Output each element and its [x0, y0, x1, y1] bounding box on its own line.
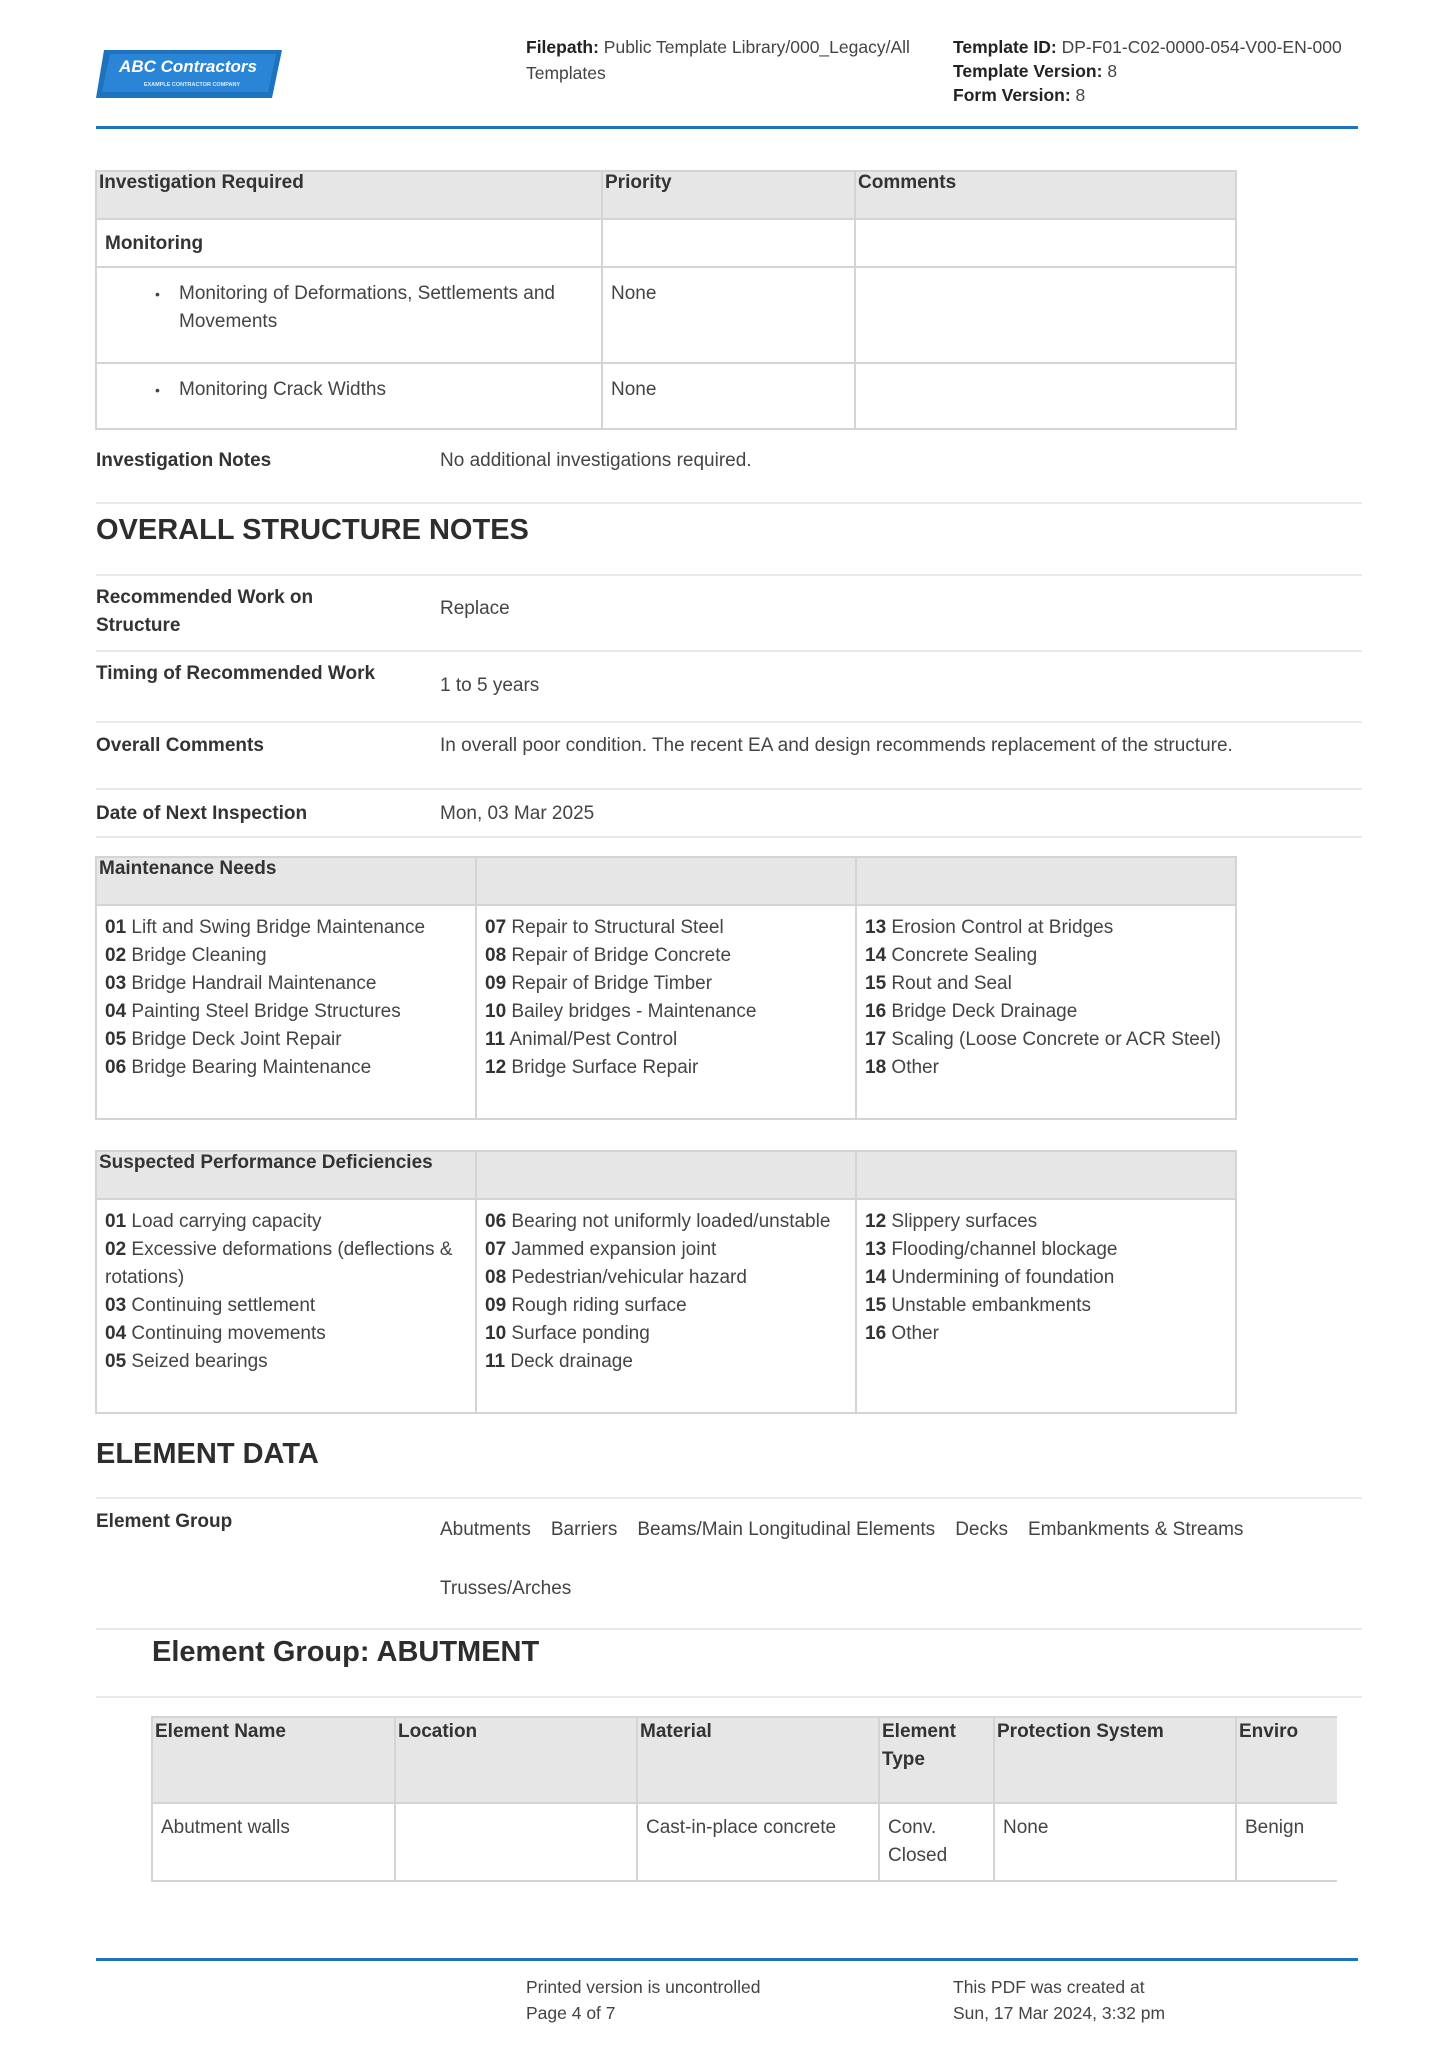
element-table — [151, 1716, 1337, 1882]
table-row — [96, 363, 1236, 429]
element-group-beams[interactable]: Beams/Main Longitudinal Elements — [637, 1519, 936, 1540]
form-version-value: 8 — [1075, 85, 1086, 105]
list-item: 10 Bailey bridges - Maintenance — [485, 1001, 757, 1022]
inv-group-priority — [602, 219, 855, 267]
overall-comments-label: Overall Comments — [96, 735, 264, 756]
element-group-abutment-title: Element Group: ABUTMENT — [152, 1636, 540, 1668]
inv-group-monitoring: Monitoring — [96, 219, 602, 267]
list-item: 12 Slippery surfaces — [865, 1211, 1038, 1232]
header-divider — [96, 126, 1358, 129]
list-item: 11 Animal/Pest Control — [485, 1029, 678, 1050]
list-item: 18 Other — [865, 1057, 939, 1078]
filepath-block — [526, 34, 946, 86]
footer-divider — [96, 1958, 1358, 1961]
el-header-protection: Protection System — [994, 1717, 1236, 1803]
inv-item-cell — [96, 267, 602, 363]
investigation-notes-value: No additional investigations required. — [440, 450, 752, 471]
maintenance-needs-table — [95, 856, 1237, 1120]
template-version-label: Template Version: — [953, 61, 1103, 81]
inv-group-comments — [855, 219, 1236, 267]
deficiencies-col-3 — [856, 1199, 1236, 1413]
timing-work-value: 1 to 5 years — [440, 675, 540, 696]
list-item: 04 Continuing movements — [105, 1323, 326, 1344]
inv-priority: None — [602, 267, 855, 363]
filepath-label: Filepath: — [526, 37, 599, 57]
list-item: 16 Other — [865, 1323, 939, 1344]
list-item: 05 Seized bearings — [105, 1351, 268, 1372]
list-item: 10 Surface ponding — [485, 1323, 650, 1344]
list-item: 17 Scaling (Loose Concrete or ACR Steel) — [865, 1029, 1221, 1050]
deficiencies-col-1 — [96, 1199, 476, 1413]
element-group-trusses[interactable]: Trusses/Arches — [440, 1578, 572, 1599]
investigation-table — [95, 170, 1237, 430]
bullet-icon: • — [155, 286, 160, 302]
form-version-label: Form Version: — [953, 85, 1071, 105]
list-item: 07 Repair to Structural Steel — [485, 917, 724, 938]
element-group-list-2 — [440, 1575, 591, 1603]
inv-header-investigation: Investigation Required — [96, 171, 602, 219]
deficiencies-col-2 — [476, 1199, 856, 1413]
list-item: 15 Rout and Seal — [865, 973, 1012, 994]
list-item: 06 Bearing not uniformly loaded/unstable — [485, 1211, 831, 1232]
maintenance-col-2 — [476, 905, 856, 1119]
list-item: 09 Rough riding surface — [485, 1295, 687, 1316]
list-item: 08 Repair of Bridge Concrete — [485, 945, 732, 966]
divider — [96, 1628, 1362, 1630]
template-id-label: Template ID: — [953, 37, 1057, 57]
footer-uncontrolled: Printed version is uncontrolled — [526, 1977, 761, 1997]
maintenance-header: Maintenance Needs — [96, 857, 476, 905]
bullet-icon: • — [155, 382, 160, 398]
inv-item: Monitoring Crack Widths — [179, 379, 386, 400]
divider — [96, 574, 1362, 576]
el-element-type: Conv. Closed — [879, 1803, 994, 1881]
el-header-name: Element Name — [152, 1717, 395, 1803]
footer-created-date: Sun, 17 Mar 2024, 3:32 pm — [953, 2003, 1166, 2023]
el-protection: None — [994, 1803, 1236, 1881]
footer-created-label: This PDF was created at — [953, 1977, 1145, 1997]
overall-comments-value: In overall poor condition. The recent EA and design recommends replacement of the structure. — [440, 735, 1233, 756]
template-version-value: 8 — [1107, 61, 1118, 81]
divider — [96, 502, 1362, 504]
inv-item: Monitoring of Deformations, Settlements and Movements — [179, 283, 555, 332]
recommended-work-label: Recommended Work on Structure — [96, 587, 314, 636]
template-id-value: DP-F01-C02-0000-054-V00-EN-000 — [1061, 37, 1342, 57]
list-item: 01 Lift and Swing Bridge Maintenance — [105, 917, 426, 938]
list-item: 04 Painting Steel Bridge Structures — [105, 1001, 401, 1022]
divider — [96, 788, 1362, 790]
recommended-work-value: Replace — [440, 598, 510, 619]
timing-work-label: Timing of Recommended Work — [96, 663, 376, 684]
maintenance-col-1 — [96, 905, 476, 1119]
list-item: 01 Load carrying capacity — [105, 1211, 322, 1232]
list-item: 13 Erosion Control at Bridges — [865, 917, 1114, 938]
list-item: 14 Concrete Sealing — [865, 945, 1038, 966]
footer-created-info — [953, 1974, 1165, 2026]
deficiencies-table — [95, 1150, 1237, 1414]
list-item: 13 Flooding/channel blockage — [865, 1239, 1118, 1260]
logo-text: ABC Contractors — [119, 57, 257, 76]
list-item: 11 Deck drainage — [485, 1351, 633, 1372]
investigation-notes-label: Investigation Notes — [96, 450, 272, 471]
deficiencies-header: Suspected Performance Deficiencies — [96, 1151, 476, 1199]
list-item: 15 Unstable embankments — [865, 1295, 1092, 1316]
list-item: 12 Bridge Surface Repair — [485, 1057, 699, 1078]
inv-header-priority: Priority — [602, 171, 855, 219]
inv-comments — [855, 363, 1236, 429]
list-item: 02 Excessive deformations (deflections & rotations) — [105, 1239, 453, 1288]
list-item: 05 Bridge Deck Joint Repair — [105, 1029, 342, 1050]
list-item: 08 Pedestrian/vehicular hazard — [485, 1267, 747, 1288]
logo-subtext: EXAMPLE CONTRACTOR COMPANY — [143, 82, 241, 88]
el-header-type: Element Type — [879, 1717, 994, 1803]
overall-structure-title: OVERALL STRUCTURE NOTES — [96, 514, 529, 546]
template-info-block — [953, 34, 1373, 108]
element-group-barriers[interactable]: Barriers — [550, 1519, 618, 1540]
company-logo — [96, 48, 282, 100]
footer-print-info — [526, 1974, 760, 2026]
table-row — [96, 267, 1236, 363]
element-group-abutments[interactable]: Abutments — [440, 1519, 531, 1540]
el-element-name: Abutment walls — [152, 1803, 395, 1881]
list-item: 09 Repair of Bridge Timber — [485, 973, 713, 994]
divider — [96, 836, 1362, 838]
el-enviro: Benign — [1236, 1803, 1337, 1881]
element-group-list — [440, 1516, 1340, 1544]
filepath-value-2: Templates — [526, 63, 606, 83]
list-item: 06 Bridge Bearing Maintenance — [105, 1057, 372, 1078]
list-item: 07 Jammed expansion joint — [485, 1239, 717, 1260]
divider — [96, 721, 1362, 723]
element-group-embankments[interactable]: Embankments & Streams — [1027, 1519, 1244, 1540]
el-header-location: Location — [395, 1717, 637, 1803]
next-inspection-value: Mon, 03 Mar 2025 — [440, 803, 595, 824]
list-item: 16 Bridge Deck Drainage — [865, 1001, 1078, 1022]
divider — [96, 1497, 1362, 1499]
inv-priority: None — [602, 363, 855, 429]
divider — [96, 1696, 1362, 1698]
maintenance-col-3 — [856, 905, 1236, 1119]
el-location — [395, 1803, 637, 1881]
el-material: Cast-in-place concrete — [637, 1803, 879, 1881]
next-inspection-label: Date of Next Inspection — [96, 803, 308, 824]
table-row — [152, 1803, 1337, 1881]
list-item: 02 Bridge Cleaning — [105, 945, 267, 966]
el-header-material: Material — [637, 1717, 879, 1803]
element-group-decks[interactable]: Decks — [955, 1519, 1008, 1540]
list-item: 03 Bridge Handrail Maintenance — [105, 973, 377, 994]
inv-header-comments: Comments — [855, 171, 1236, 219]
list-item: 14 Undermining of foundation — [865, 1267, 1115, 1288]
inv-comments — [855, 267, 1236, 363]
inv-item-cell — [96, 363, 602, 429]
divider — [96, 650, 1362, 652]
element-group-label: Element Group — [96, 1511, 233, 1532]
element-data-title: ELEMENT DATA — [96, 1438, 319, 1470]
el-header-enviro: Enviro — [1236, 1717, 1337, 1803]
filepath-value: Public Template Library/000_Legacy/All — [603, 37, 910, 57]
list-item: 03 Continuing settlement — [105, 1295, 316, 1316]
footer-page-number: Page 4 of 7 — [526, 2003, 616, 2023]
